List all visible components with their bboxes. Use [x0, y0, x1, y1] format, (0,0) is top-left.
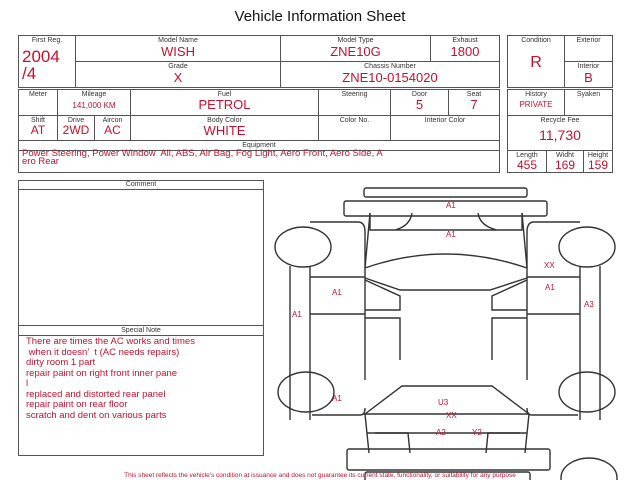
interior-value: B [584, 70, 593, 85]
damage-mark: A1 [332, 394, 342, 403]
damage-mark: A2 [436, 428, 446, 437]
syaken-label: Syaken [576, 91, 601, 98]
condition-value: R [530, 54, 542, 71]
grade-label: Grade [168, 63, 188, 70]
mileage-label: Mileage [81, 91, 107, 98]
shift-label: Shift [30, 117, 45, 124]
condition-label: Condition [521, 37, 551, 44]
exhaust-value: 1800 [450, 44, 480, 59]
damage-mark: Y2 [472, 428, 482, 437]
length-label: Length [516, 152, 538, 159]
interior-label: Interior [577, 63, 600, 70]
length-value: 455 [516, 158, 538, 172]
seat-value: 7 [470, 97, 478, 112]
sheet-title: Vehicle Information Sheet [234, 8, 406, 25]
door-panels [365, 280, 527, 360]
front-right-wheel [559, 227, 615, 267]
windshield [365, 254, 527, 268]
meter-label: Meter [29, 91, 47, 98]
drive-value: 2WD [62, 123, 90, 137]
steering-label: Steering [341, 91, 368, 98]
history-label: History [525, 91, 547, 98]
damage-mark: A1 [446, 230, 456, 239]
equipment-label: Equipment [18, 141, 500, 151]
front-left-wheel [275, 227, 331, 267]
rear-bumper [347, 449, 550, 470]
interior-color-label: Interior Color [424, 117, 466, 124]
damage-mark: U3 [438, 398, 449, 407]
recycle-fee-label: Recycle Fee [540, 117, 580, 124]
shift-value: AT [30, 123, 46, 137]
height-value: 159 [587, 158, 609, 172]
door-label: Door [411, 91, 428, 98]
first-reg-label: First Reg. [31, 37, 63, 44]
mileage-value: 141,000 KM [72, 101, 116, 110]
body-color-value: WHITE [203, 123, 246, 138]
width-value: 169 [554, 158, 576, 172]
chassis-label: Chassis Number [364, 63, 416, 70]
height-label: Height [587, 152, 609, 159]
damage-mark: A1 [545, 283, 555, 292]
color-no-label: Color No. [339, 117, 370, 124]
damage-mark: A3 [584, 300, 594, 309]
model-name-value: WISH [161, 44, 195, 59]
seat-label: Seat [466, 91, 482, 98]
dashboard [365, 278, 527, 290]
damage-mark: XX [446, 411, 457, 420]
roof-rack [364, 188, 527, 197]
recycle-fee-value: 11,730 [539, 127, 581, 143]
model-type-label: Model Type [337, 37, 374, 44]
a-pillars [365, 213, 527, 268]
history-value: PRIVATE [519, 100, 553, 109]
aircon-value: AC [104, 123, 121, 137]
comment-label: Comment [18, 180, 264, 190]
damage-mark: A1 [332, 288, 342, 297]
equipment-value: Power Steering, Power Window All, ABS, Air Bag, Fog Light, Aero Front, Aero Side, A ero Rear [22, 148, 383, 167]
exterior-label: Exterior [576, 37, 601, 44]
model-type-value: ZNE10G [330, 44, 381, 59]
fuel-value: PETROL [198, 97, 251, 112]
drive-label: Drive [67, 117, 85, 124]
damage-mark: A1 [446, 201, 456, 210]
aircon-label: Aircon [102, 117, 123, 124]
width-label: Widht [556, 152, 574, 159]
tail-lights [375, 433, 520, 453]
front-fenders [310, 222, 580, 380]
door-value: 5 [415, 97, 424, 112]
special-note-label: Special Note [18, 325, 264, 336]
model-name-label: Model Name [158, 37, 198, 44]
rear-right-wheel [559, 372, 615, 412]
grade-value: X [173, 70, 183, 85]
disclaimer-footer: This sheet reflects the vehicle's condition at issuance and does not guarantee its current state, functionality, or suitability for any purpose [124, 472, 516, 479]
first-reg-value: 2004 /4 [22, 47, 60, 83]
damage-mark: XX [544, 261, 555, 270]
special-note-text: There are times the AC works and times when it doesn’ t (AC needs repairs) dirty room 1 part repair paint on right front inner pane l replaced and distorted rear panel repair paint on rear floor scratch and dent on various parts [26, 336, 195, 421]
rear-left-wheel [278, 372, 334, 412]
body-color-label: Body Color [207, 117, 242, 124]
exhaust-label: Exhaust [452, 37, 478, 44]
fuel-label: Fuel [217, 91, 232, 98]
chassis-value: ZNE10-0154020 [342, 70, 438, 85]
damage-mark: A1 [292, 310, 302, 319]
